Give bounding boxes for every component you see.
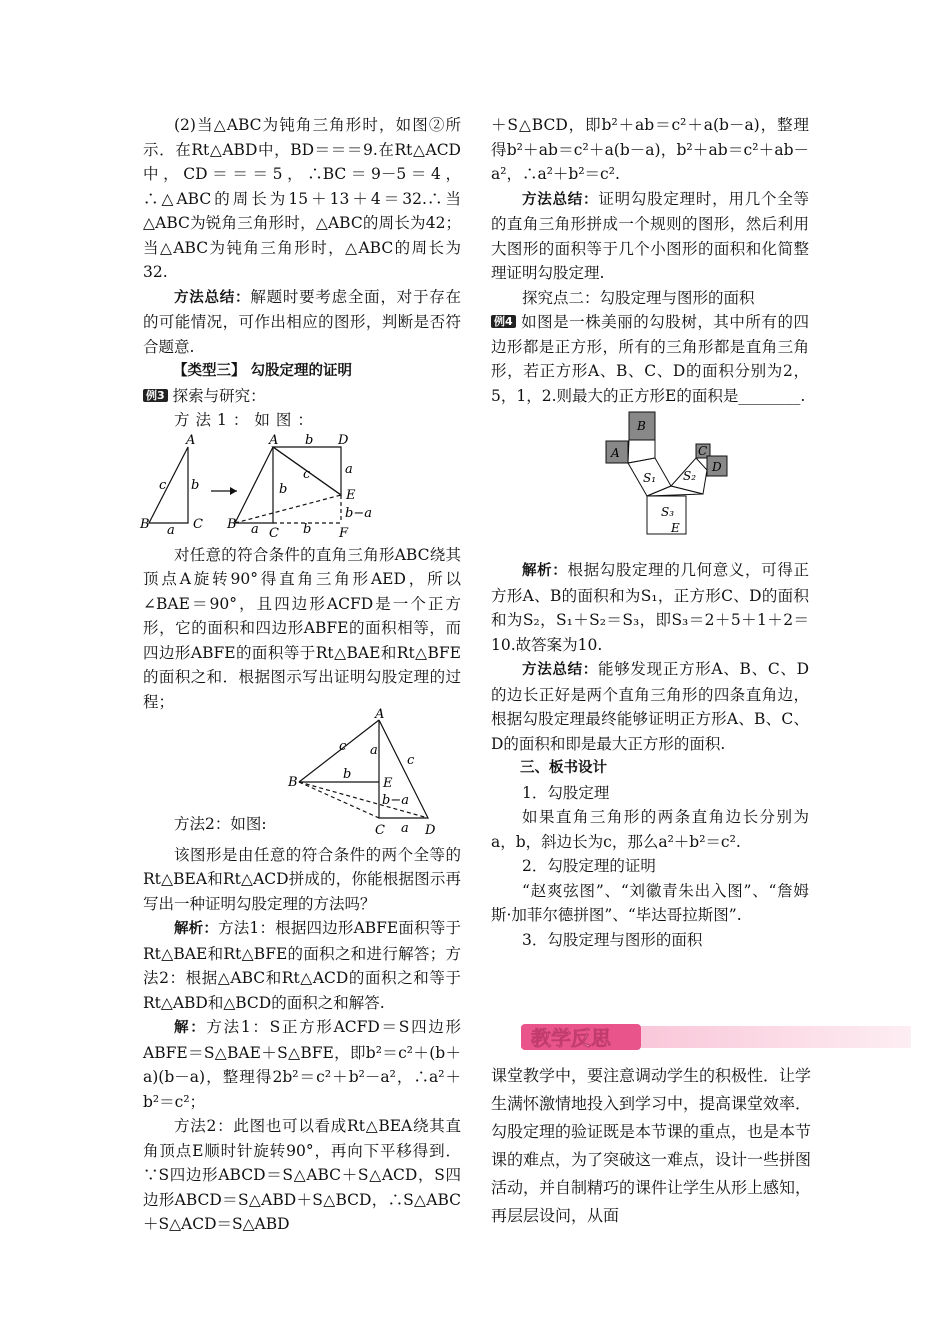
label-b: b	[303, 521, 312, 537]
label-C: C	[698, 444, 708, 458]
label-B: B	[227, 516, 237, 532]
section-heading: 【类型三】 勾股定理的证明	[173, 363, 353, 379]
label-C: C	[375, 823, 385, 838]
label-B: B	[288, 775, 298, 790]
label-b-minus-a: b−a	[382, 793, 409, 808]
label-b-minus-a: b−a	[345, 505, 372, 521]
label-A: A	[611, 446, 620, 460]
label-b: b	[305, 432, 314, 448]
method-2: 方法2：如图:	[174, 815, 267, 833]
paragraph: 方法总结：证明勾股定理时，用几个全等的直角三角形拼成一个规则的图形，然后利用大图形的面积等于几个小图形的面积和化简整理证明勾股定理.	[491, 189, 809, 282]
example-4: 例4 如图是一株美丽的勾股树，其中所有的四边形都是正方形，所有的三角形都是直角三角形，若正方形A、B、C、D的面积分别为2，5，1，2.则最大的正方形E的面积是________.	[491, 313, 809, 405]
label-S2: S₂	[683, 469, 697, 483]
label-D: D	[425, 823, 436, 838]
label-E: E	[383, 776, 393, 791]
figure-rotation-proof	[140, 432, 461, 541]
section-heading: 探究点二：勾股定理与图形的面积	[522, 288, 755, 307]
paragraph: 方法2：此图也可以看成Rt△BEA绕其直角顶点E顺时针旋转90°，再向下平移得到．∵S四边形ABCD＝S△ABC＋S△ACD，S四边形ABCD＝S△ABD＋S△BCD，∴S△ABC＋S△ACD＝S△ABD	[143, 1117, 461, 1233]
label-B: B	[140, 516, 150, 532]
label-A: A	[186, 432, 196, 448]
label-S3: S₃	[661, 505, 675, 519]
paragraph: “赵爽弦图”、“刘徽青朱出入图”、“詹姆斯·加菲尔德拼图”、“毕达哥拉斯图”.	[491, 881, 809, 924]
reflection-text: 课堂教学中，要注意调动学生的积极性．让学生满怀激情地投入到学习中，提高课堂效率．勾股定理的验证既是本节课的重点，也是本节课的难点，为了突破这一难点，设计一些拼图活动，并自制精巧的课件让学生从形上感知，再层层设问，从面	[491, 1066, 812, 1225]
figure-pythagoras-tree	[491, 408, 809, 536]
board-item: 2．勾股定理的证明	[522, 857, 656, 875]
paragraph: 方法总结：能够发现正方形A、B、C、D的边长正好是两个直角三角形的四条直角边，根据勾股定理最终能够证明正方形A、B、C、D的面积和即是最大正方形的面积.	[491, 660, 810, 753]
board-item: 1．勾股定理	[522, 783, 610, 802]
label-S1: S₁	[643, 471, 657, 485]
label-a: a	[370, 743, 378, 758]
label-C: C	[269, 525, 279, 541]
banner-title: 教学反思	[531, 1026, 611, 1050]
method-1: 方法1：如图：	[174, 411, 319, 429]
paragraph: 解：方法1：S正方形ACFD＝S四边形ABFE＝S△BAE＋S△BFE，即b²＝c²＋(b＋a)(b－a)，整理得2b²＝c²＋b²－a²，∴a²＋b²＝c²；	[143, 1018, 461, 1111]
label-c: c	[339, 739, 347, 754]
label-E: E	[671, 521, 680, 535]
section-heading: 三、板书设计	[520, 760, 607, 776]
label-B: B	[637, 419, 646, 433]
paragraph: 方法总结：解题时要考虑全面，对于存在的可能情况，可作出相应的图形，判断是否符合题意.	[143, 287, 461, 356]
label-A: A	[269, 432, 279, 448]
paragraph: 如果直角三角形的两条直角边长分别为a，b，斜边长为c，那么a²＋b²＝c².	[491, 808, 809, 851]
label-b: b	[279, 481, 288, 497]
label-C: C	[193, 516, 203, 532]
example-tag: 例3	[143, 389, 168, 402]
example-tag: 例4	[491, 315, 516, 328]
paragraph: 该图形是由任意的符合条件的两个全等的Rt△BEA和Rt△ACD拼成的，你能根据图示再写出一种证明勾股定理的方法吗？	[143, 845, 461, 913]
label-b: b	[343, 767, 352, 782]
label-D: D	[712, 460, 722, 474]
reflection-banner	[491, 1022, 911, 1058]
example-3: 例3 探索与研究：	[143, 384, 461, 409]
label-c: c	[407, 753, 415, 768]
left-column	[140, 113, 461, 1237]
label-D: D	[338, 432, 349, 448]
label-b: b	[191, 477, 200, 493]
label-E: E	[346, 487, 356, 503]
label-c: c	[159, 477, 167, 493]
label-a: a	[251, 521, 259, 537]
label-a: a	[401, 821, 409, 836]
paragraph: 解析：根据勾股定理的几何意义，可得正方形A、B的面积和为S₁，正方形C、D的面积和为S₂，S₁＋S₂＝S₃，即S₃＝2＋5＋1＋2＝10.故答案为10.	[491, 561, 810, 654]
label-c: c	[303, 466, 311, 482]
label-A: A	[375, 707, 385, 722]
paragraph: ＋S△BCD，即b²＋ab＝c²＋a(b－a)，整理得b²＋ab＝c²＋a(b－a)，b²＋ab＝c²＋ab－a²，∴a²＋b²＝c².	[491, 116, 809, 183]
paragraph: (2)当△ABC为钝角三角形时，如图②所示．在Rt△ABD中，BD＝＝＝9.在Rt△ACD中，CD＝＝＝5，∴BC＝9－5＝4，∴△ABC的周长为15＋13＋4＝32.∴当△ABC为锐角三角形时，△ABC的周长为42；当△ABC为钝角三角形时，△ABC的周长为32.	[143, 116, 461, 281]
label-a: a	[345, 461, 353, 477]
board-item: 3．勾股定理与图形的面积	[522, 930, 703, 949]
paragraph: 对任意的符合条件的直角三角形ABC绕其顶点A旋转90°得直角三角形AED，所以∠BAE＝90°，且四边形ACFD是一个正方形，它的面积和四边形ABFE的面积相等，而四边形ABFE的面积等于Rt△BAE和Rt△BFE的面积之和．根据图示写出证明勾股定理的过程；	[143, 545, 461, 711]
paragraph: 解析：方法1：根据四边形ABFE面积等于Rt△BAE和Rt△BFE的面积之和进行解答；方法2：根据△ABC和Rt△ACD的面积之和等于Rt△ABD和△BCD的面积之和解答.	[143, 919, 461, 1012]
label-a: a	[167, 522, 175, 538]
label-F: F	[339, 525, 349, 541]
label: 方法总结：	[174, 289, 251, 306]
right-column	[491, 113, 809, 952]
